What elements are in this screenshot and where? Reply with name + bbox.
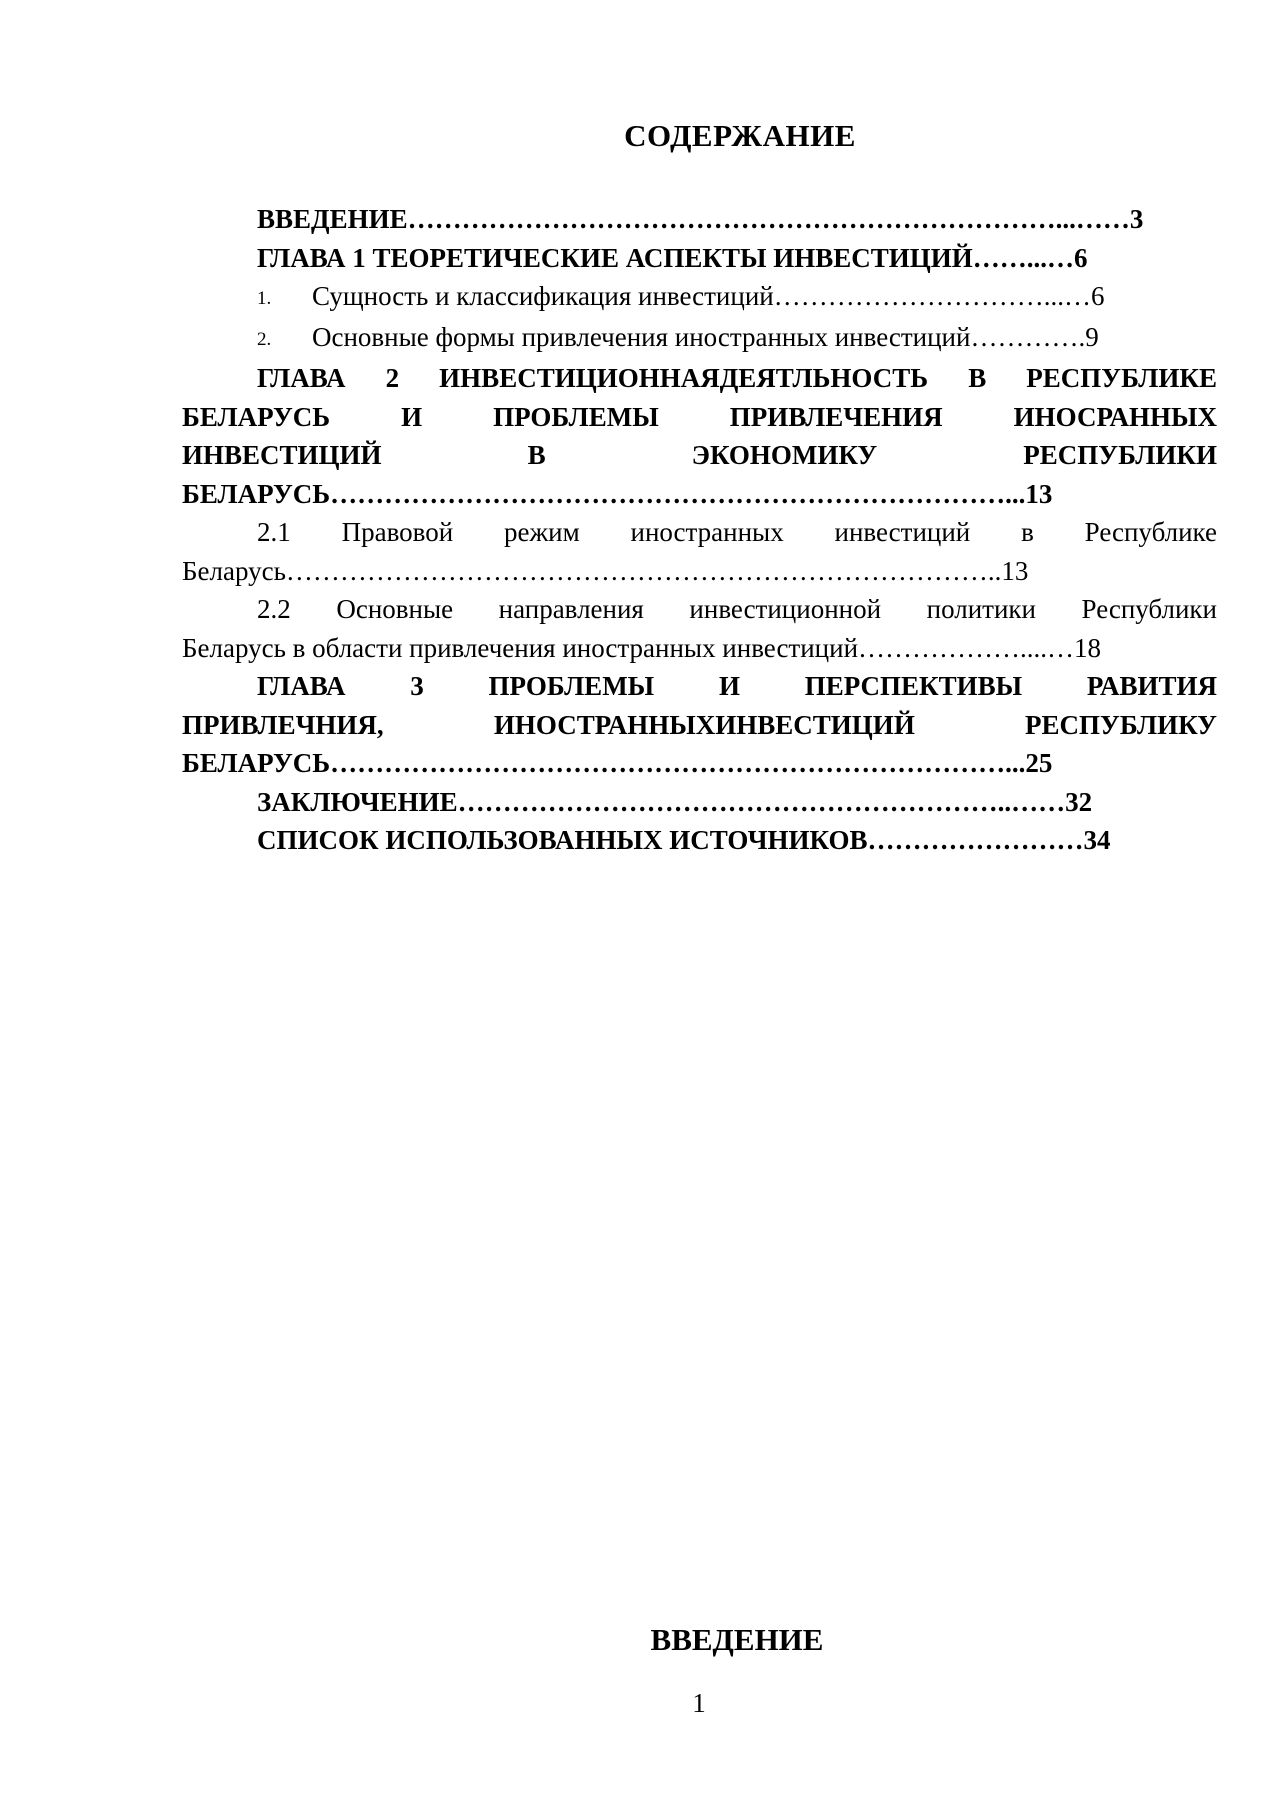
toc-entry-chapter-2[interactable] <box>182 359 1217 513</box>
table-of-contents <box>182 200 1217 860</box>
chapter-3-line: ПРИВЛЕЧНИЯ, ИНОСТРАННЫХИНВЕСТИЦИЙ РЕСПУБЛИКУ <box>182 709 1217 740</box>
chapter-2-line: БЕЛАРУСЬ…………………………………………………………………...13 <box>182 478 1053 509</box>
toc-entry-sources[interactable]: СПИСОК ИСПОЛЬЗОВАННЫХ ИСТОЧНИКОВ……………………34 <box>257 825 1111 856</box>
toc-entry-chapter-3[interactable] <box>182 667 1217 783</box>
introduction-heading: ВВЕДЕНИЕ <box>650 1622 824 1657</box>
chapter-2-line: БЕЛАРУСЬ И ПРОБЛЕМЫ ПРИВЛЕЧЕНИЯ ИНОСРАННЫХ <box>182 401 1217 432</box>
chapter-3-line: ГЛАВА 3 ПРОБЛЕМЫ И ПЕРСПЕКТИВЫ РАВИТИЯ <box>257 671 1217 702</box>
section-title: Сущность и классификация инвестиций…………………………...…6 <box>312 281 1105 311</box>
chapter-2-line: ГЛАВА 2 ИНВЕСТИЦИОННАЯДЕЯТЛЬНОСТЬ В РЕСПУБЛИКЕ <box>257 363 1217 394</box>
section-title: Основные формы привлечения иностранных инвестиций………….9 <box>312 322 1099 353</box>
section-number: 2. <box>257 328 272 350</box>
section-2-1-line: 2.1 Правовой режим иностранных инвестиций в Республике <box>257 517 1217 548</box>
toc-entry-section-2-1[interactable] <box>182 513 1217 590</box>
chapter-3-line: БЕЛАРУСЬ…………………………………………………………………...25 <box>182 748 1053 779</box>
toc-title: СОДЕРЖАНИЕ <box>624 118 856 153</box>
page-number: 1 <box>692 1688 706 1718</box>
toc-entry-section-2-2[interactable] <box>182 590 1217 667</box>
toc-entry-section-1-2[interactable] <box>182 318 1217 359</box>
chapter-2-line: ИНВЕСТИЦИЙ В ЭКОНОМИКУ РЕСПУБЛИКИ <box>182 440 1217 471</box>
section-2-2-line: Беларусь в области привлечения иностранных инвестиций………………....…18 <box>182 632 1102 663</box>
toc-entry-introduction[interactable]: ВВЕДЕНИЕ………………………………………………………………...……3 <box>257 204 1144 234</box>
toc-entry-chapter-1[interactable]: ГЛАВА 1 ТЕОРЕТИЧЕСКИЕ АСПЕКТЫ ИНВЕСТИЦИЙ……...…6 <box>257 242 1088 273</box>
section-number: 1. <box>257 287 272 309</box>
toc-entry-conclusion[interactable]: ЗАКЛЮЧЕНИЕ……………………………………………………..……32 <box>257 786 1093 817</box>
section-2-1-line: Беларусь……………………………………………………………………..13 <box>182 555 1029 586</box>
section-2-2-line: 2.2 Основные направления инвестиционной политики Республики <box>257 594 1217 625</box>
toc-entry-section-1-1[interactable] <box>182 277 1217 318</box>
